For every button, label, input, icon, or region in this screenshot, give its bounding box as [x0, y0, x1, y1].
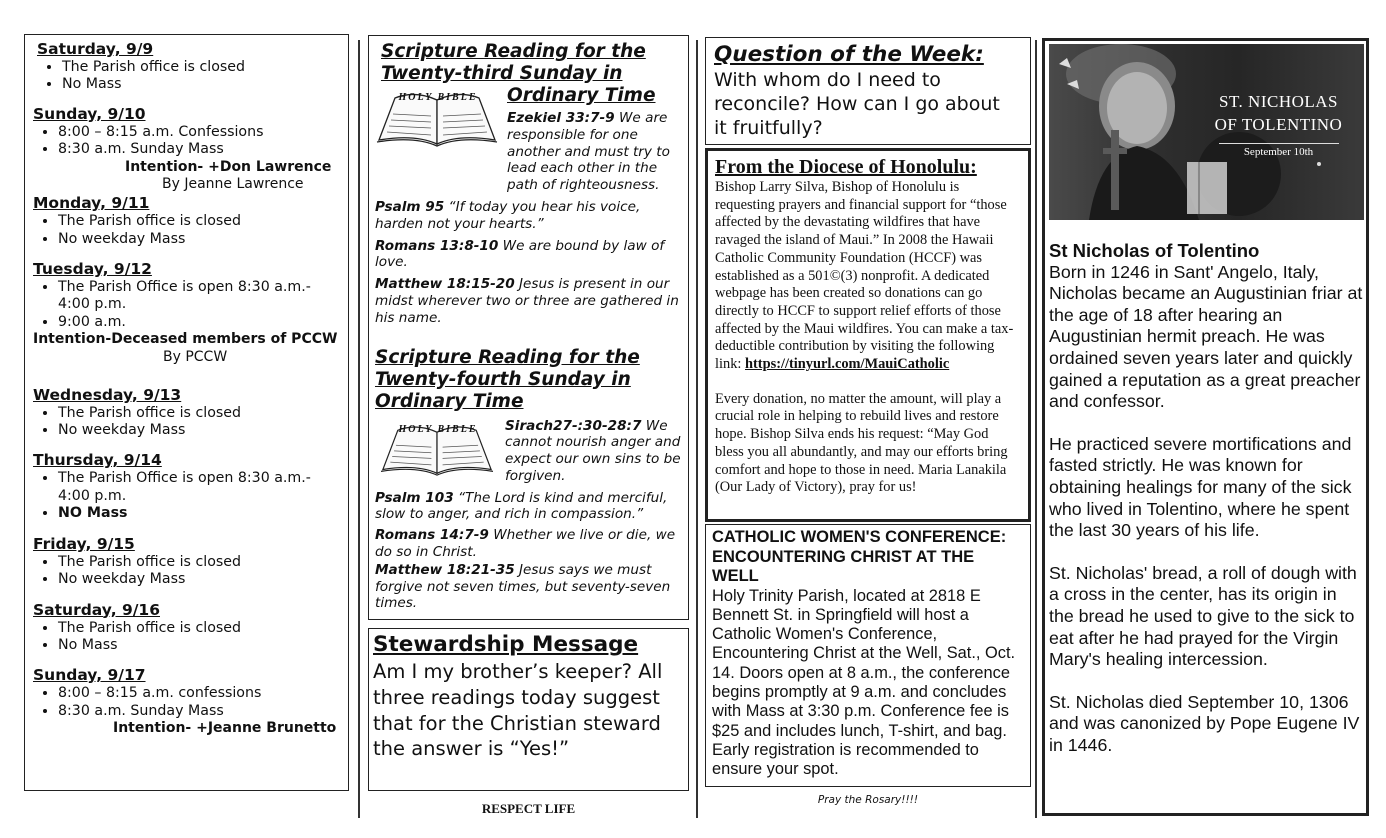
- list-item: • The Parish Office is open 8:30 a.m.- 4:00 p.m.: [58, 470, 348, 505]
- holy-bible-icon: [375, 421, 499, 477]
- diocese-paragraph: Every donation, no matter the amount, will play a crucial role in helping to rebuild lives and restore hope. Bishop Silva ends his request: “May God bless you all abundantly, and may our efforts bring comfort and hope to those in need. Maria Lanakila (Our Lady of Victory), pray for us!: [715, 390, 1008, 496]
- saint-banner-image: [1049, 44, 1364, 220]
- scripture-reading: [375, 238, 682, 272]
- day-heading: Tuesday, 9/12: [33, 259, 152, 278]
- scripture-reading: [375, 527, 682, 561]
- reading-text: We are responsible for one another and must try to lead each other in the path of righteousness.: [507, 110, 670, 194]
- day-heading: Sunday, 9/17: [33, 666, 146, 685]
- reading-reference: Sirach27-:30-28:7: [505, 417, 642, 434]
- maui-donation-link[interactable]: https://tinyurl.com/MauiCatholic: [745, 356, 950, 373]
- banner-date: September 10th: [1243, 146, 1314, 158]
- list-item: • 8:30 a.m. Sunday Mass: [58, 703, 348, 720]
- reading-reference: Psalm 95: [375, 198, 445, 215]
- bible-label: HOLY BIBLE: [398, 424, 478, 435]
- reading-text: We cannot nourish anger and expect our own sins to be forgiven.: [505, 417, 681, 484]
- stewardship-heading: Stewardship Message: [373, 632, 639, 657]
- list-item: • No weekday Mass: [58, 231, 348, 248]
- reading-reference: Matthew 18:15-20: [375, 276, 515, 293]
- diocese-paragraph: Bishop Larry Silva, Bishop of Honolulu is requesting prayers and financial support for “those affected by the devastating wildfires that have ravaged the island of Maui.” In 2008 the Hawaii Catholic Community Foundation (HCCF) was established as a 501©(3) nonprofit. A dedicated webpage has been created so donations can go directly to HCCF to support relief efforts of those affected by the Maui wildfires. You can make a tax-deductible contribution by visiting the following: [715, 179, 1014, 355]
- schedule-day: [37, 40, 348, 94]
- schedule-day: [33, 601, 348, 655]
- diocese-link-line: [715, 356, 1022, 374]
- question-text: With whom do I need to reconcile? How can I go about it fruitfully?: [714, 69, 1000, 139]
- schedule-day: [33, 386, 348, 440]
- conference-heading: CATHOLIC WOMEN'S CONFERENCE: ENCOUNTERING CHRIST AT THE WELL: [712, 528, 1007, 585]
- saint-paragraph: Born in 1246 in Sant' Angelo, Italy, Nicholas became an Augustinian friar at the age of 18 after hearing an Augustinian hermit preach. He was ordained seven years later and quickly gained a reputation as a great preacher and confessor.: [1049, 261, 1363, 412]
- day-heading: Friday, 9/15: [33, 534, 135, 553]
- mass-intention: Intention- +Jeanne Brunetto: [113, 720, 337, 737]
- saint-paragraph: He practiced severe mortifications and fasted strictly. He was known for obtaining healings for many of the sick who lived in Tolentino, where he spent the last 30 years of his life.: [1049, 433, 1352, 541]
- mass-intention: Intention- +Don Lawrence: [125, 158, 332, 175]
- reading-reference: Psalm 103: [375, 489, 454, 506]
- mass-schedule-box: [24, 34, 349, 791]
- list-item: • 8:00 – 8:15 a.m. Confessions: [58, 124, 348, 141]
- list-item: • No Mass: [58, 637, 348, 654]
- conference-box: [705, 524, 1031, 787]
- day-heading: Saturday, 9/9: [37, 40, 154, 58]
- list-item: • The Parish office is closed: [62, 59, 348, 76]
- reading-text: We are bound by law of love.: [375, 237, 665, 271]
- link-label: link:: [715, 356, 742, 373]
- list-item: • No Mass: [62, 76, 348, 93]
- day-heading: Monday, 9/11: [33, 194, 150, 213]
- intention-by: By Jeanne Lawrence: [162, 176, 304, 193]
- scripture-reading: [375, 276, 682, 326]
- list-item: • The Parish office is closed: [58, 620, 348, 637]
- reading-text: Jesus is present in our midst wherever two or three are gathered in his name.: [375, 276, 679, 326]
- day-heading: Sunday, 9/10: [33, 104, 146, 123]
- column-divider: [696, 40, 698, 818]
- saint-box: [1042, 38, 1369, 816]
- reading-text: “If today you hear his voice, harden not your hearts.”: [375, 198, 641, 232]
- schedule-day: [33, 194, 348, 248]
- scripture-reading: [375, 199, 682, 233]
- column-divider: [358, 40, 360, 818]
- scripture-reading: [375, 562, 682, 612]
- reading-reference: Romans 14:7-9: [375, 527, 489, 544]
- mass-intention: Intention-Deceased members of PCCW: [33, 331, 338, 348]
- scripture-23-heading-line2: Ordinary Time: [507, 85, 656, 106]
- list-item: • The Parish office is closed: [58, 405, 348, 422]
- day-heading: Saturday, 9/16: [33, 600, 160, 619]
- banner-title: ST. NICHOLAS: [1218, 92, 1339, 111]
- list-item: • The Parish Office is open 8:30 a.m.- 4:00 p.m.: [58, 279, 348, 314]
- diocese-heading: From the Diocese of Honolulu:: [715, 156, 977, 178]
- intention-by: By PCCW: [163, 348, 228, 365]
- reading-text: “The Lord is kind and merciful, slow to anger, and rich in compassion.”: [375, 489, 668, 523]
- day-heading: Thursday, 9/14: [33, 451, 162, 470]
- column-divider: [1035, 40, 1037, 818]
- schedule-day: [33, 451, 348, 522]
- reading-text: Whether we live or die, we do so in Christ.: [375, 527, 676, 560]
- list-item: • No weekday Mass: [58, 422, 348, 439]
- reading-reference: Matthew 18:21-35: [375, 561, 515, 578]
- question-heading: Question of the Week:: [714, 42, 984, 67]
- reading-text: Jesus says we must forgive not seven times, but seventy-seven times.: [375, 561, 671, 612]
- schedule-day: [33, 260, 348, 366]
- reading-reference: Romans 13:8-10: [375, 237, 499, 254]
- list-item: • 9:00 a.m.: [58, 314, 348, 331]
- saint-paragraph: St. Nicholas' bread, a roll of dough with a cross in the center, has its origin in the bread he used to give to the sick to eat after he had prayed for the Virgin Mary's healing intercession.: [1049, 562, 1357, 670]
- banner-title: OF TOLENTINO: [1214, 115, 1343, 134]
- list-item: • NO Mass: [58, 505, 348, 522]
- reading-reference: Ezekiel 33:7-9: [507, 110, 615, 126]
- list-item: • The Parish office is closed: [58, 213, 348, 230]
- day-heading: Wednesday, 9/13: [33, 385, 182, 404]
- list-item: • 8:30 a.m. Sunday Mass: [58, 141, 348, 158]
- diocese-box: [705, 148, 1031, 522]
- holy-bible-icon: [375, 88, 499, 148]
- pray-rosary-footer: Pray the Rosary!!!!: [817, 794, 919, 806]
- scripture-box: [368, 35, 689, 620]
- scripture-23-heading: Scripture Reading for the Twenty-third Sunday in: [381, 41, 646, 84]
- saint-paragraph: St. Nicholas died September 10, 1306 and was canonized by Pope Eugene IV in 1446.: [1049, 691, 1360, 755]
- list-item: • 8:00 – 8:15 a.m. confessions: [58, 685, 348, 702]
- saint-heading: St Nicholas of Tolentino: [1049, 240, 1260, 261]
- respect-life-footer: RESPECT LIFE: [481, 801, 576, 816]
- schedule-day: [33, 105, 348, 193]
- list-item: • The Parish office is closed: [58, 554, 348, 571]
- question-box: [705, 37, 1031, 145]
- scripture-reading: [375, 490, 682, 524]
- list-item: • No weekday Mass: [58, 571, 348, 588]
- schedule-day: [33, 666, 348, 737]
- stewardship-box: [368, 628, 689, 791]
- stewardship-text: Am I my brother’s keeper? All three readings today suggest that for the Christian steward the answer is “Yes!”: [373, 660, 663, 761]
- bible-label: HOLY BIBLE: [398, 92, 478, 103]
- conference-text: Holy Trinity Parish, located at 2818 E Bennett St. in Springfield will host a Catholic Women's Conference, Encountering Christ at the Well, Sat., Oct. 14. Doors open at 8 a.m., the conference begins promptly at 9 a.m. and concludes with Mass at 3:30 p.m. Conference fee is $25 and includes lunch, T-shirt, and bag. Early registration is recommended to ensure your spot.: [712, 586, 1016, 779]
- banner-rule: [1219, 143, 1339, 144]
- scripture-24-heading: Scripture Reading for the Twenty-fourth Sunday in Ordinary Time: [375, 346, 640, 412]
- saint-text: [1049, 240, 1363, 756]
- schedule-day: [33, 535, 348, 589]
